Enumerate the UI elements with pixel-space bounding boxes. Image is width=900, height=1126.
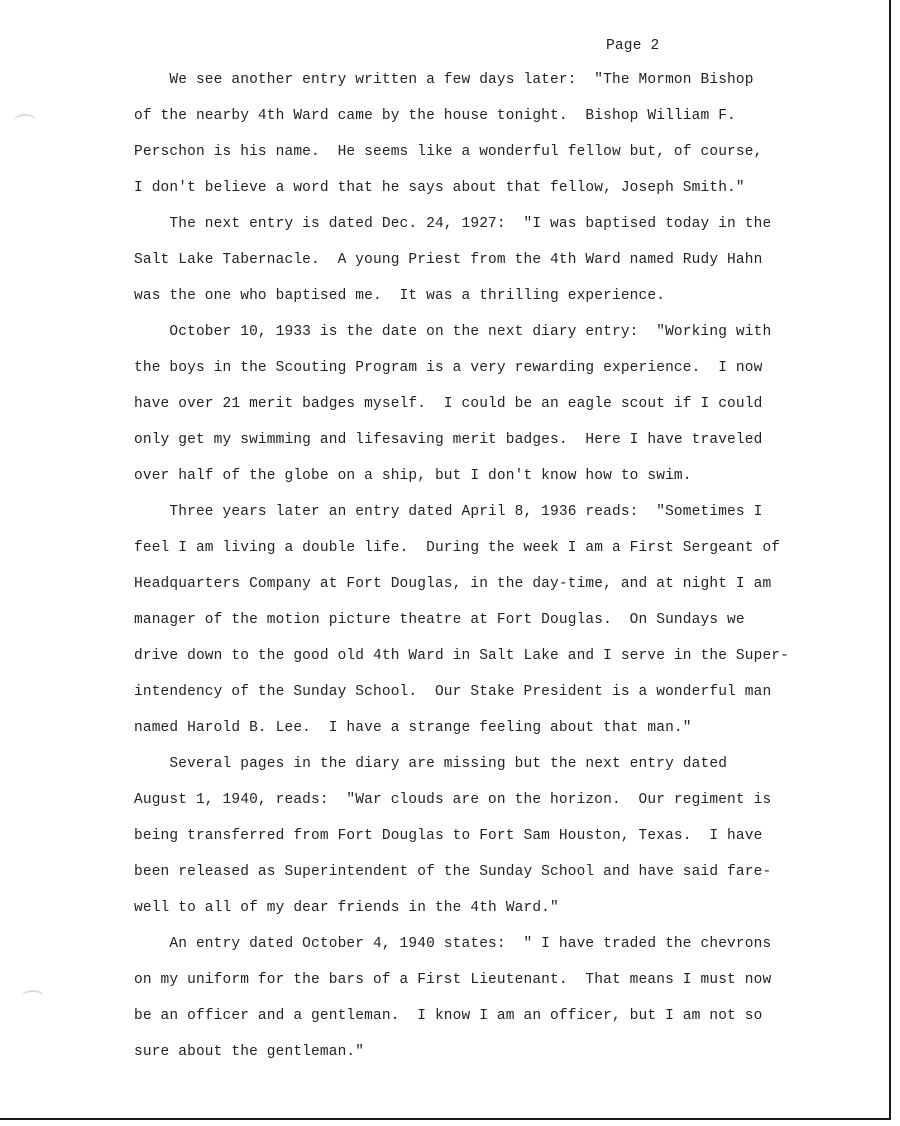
text-line: was the one who baptised me. It was a thrilling experience. [134, 288, 666, 304]
text-line: feel I am living a double life. During the week I am a First Sergeant of [134, 540, 781, 556]
text-line: drive down to the good old 4th Ward in Salt Lake and I serve in the Super- [134, 648, 790, 664]
text-line: intendency of the Sunday School. Our Stake President is a wonderful man [134, 684, 772, 700]
text-line: I don't believe a word that he says about that fellow, Joseph Smith." [134, 180, 745, 196]
text-line: only get my swimming and lifesaving merit badges. Here I have traveled [134, 432, 763, 448]
text-line: Three years later an entry dated April 8, 1936 reads: "Sometimes I [134, 504, 763, 520]
text-line: sure about the gentleman." [134, 1044, 365, 1060]
text-line: Headquarters Company at Fort Douglas, in the day-time, and at night I am [134, 576, 772, 592]
text-line: Salt Lake Tabernacle. A young Priest from the 4th Ward named Rudy Hahn [134, 252, 763, 268]
text-line: over half of the globe on a ship, but I don't know how to swim. [134, 468, 692, 484]
text-line: Perschon is his name. He seems like a wonderful fellow but, of course, [134, 144, 763, 160]
punch-hole-mark-top [14, 114, 36, 128]
text-line: have over 21 merit badges myself. I could be an eagle scout if I could [134, 396, 763, 412]
text-line: of the nearby 4th Ward came by the house tonight. Bishop William F. [134, 108, 736, 124]
text-line: been released as Superintendent of the Sunday School and have said fare- [134, 864, 772, 880]
text-line: manager of the motion picture theatre at Fort Douglas. On Sundays we [134, 612, 745, 628]
text-line: We see another entry written a few days later: "The Mormon Bishop [134, 72, 754, 88]
text-line: on my uniform for the bars of a First Lieutenant. That means I must now [134, 972, 772, 988]
text-line: well to all of my dear friends in the 4th Ward." [134, 900, 559, 916]
text-line: being transferred from Fort Douglas to Fort Sam Houston, Texas. I have [134, 828, 763, 844]
text-line: An entry dated October 4, 1940 states: " I have traded the chevrons [134, 936, 772, 952]
text-line: named Harold B. Lee. I have a strange feeling about that man." [134, 720, 692, 736]
text-line: August 1, 1940, reads: "War clouds are on the horizon. Our regiment is [134, 792, 772, 808]
punch-hole-mark-bottom [22, 990, 44, 1004]
text-line: the boys in the Scouting Program is a very rewarding experience. I now [134, 360, 763, 376]
page-number: Page 2 [606, 38, 660, 54]
text-line: be an officer and a gentleman. I know I am an officer, but I am not so [134, 1008, 763, 1024]
text-line: October 10, 1933 is the date on the next diary entry: "Working with [134, 324, 772, 340]
text-line: The next entry is dated Dec. 24, 1927: "I was baptised today in the [134, 216, 772, 232]
text-line: Several pages in the diary are missing but the next entry dated [134, 756, 728, 772]
